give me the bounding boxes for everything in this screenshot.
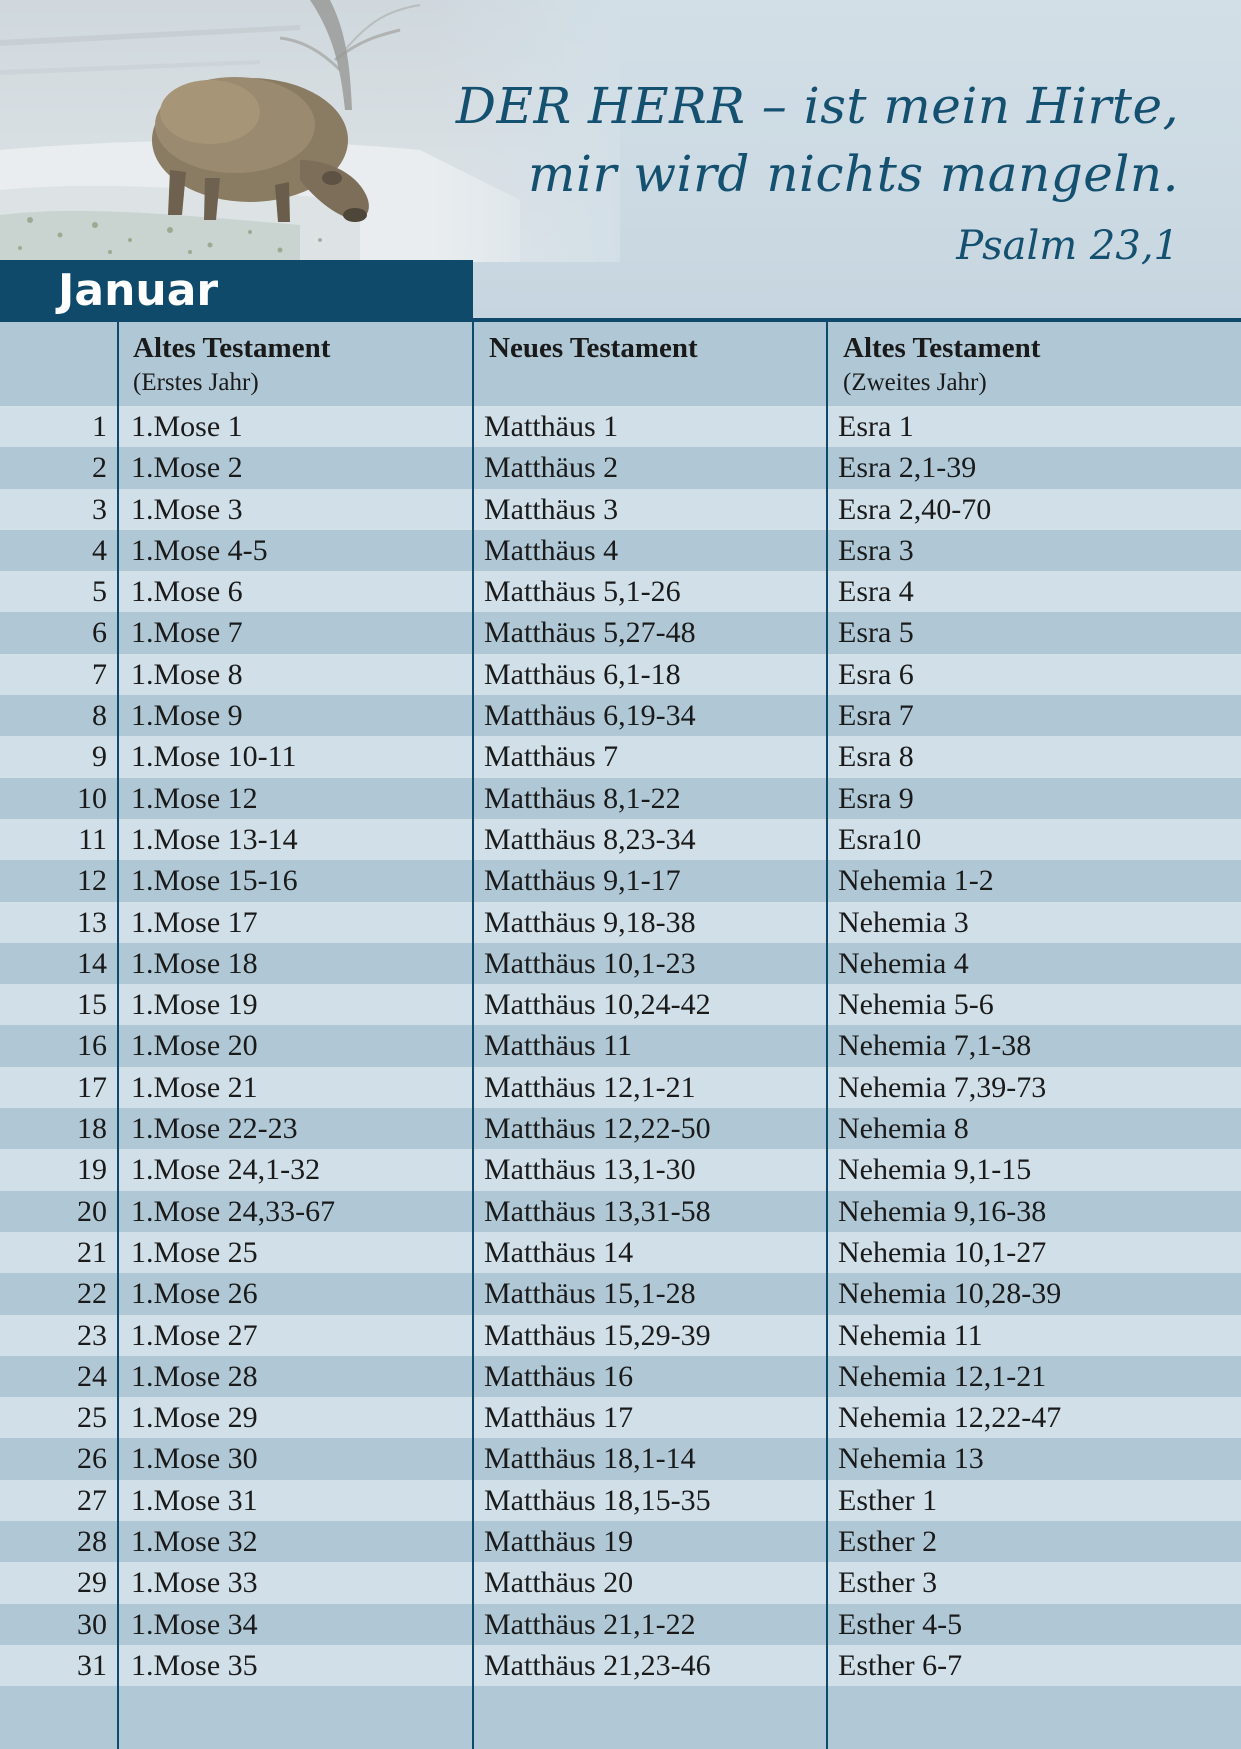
ot-first-year-cell: 1.Mose 28 (131, 1359, 258, 1393)
ot-second-year-cell: Nehemia 9,1-15 (838, 1153, 1032, 1187)
day-cell: 2 (92, 451, 107, 485)
ot-first-year-cell: 1.Mose 8 (131, 657, 243, 691)
ot-second-year-cell: Nehemia 8 (838, 1112, 969, 1146)
ot-second-year-cell: Esther 6-7 (838, 1648, 963, 1682)
column-divider (826, 322, 828, 1749)
table-header (0, 322, 1241, 406)
day-cell: 4 (92, 533, 107, 567)
ot-second-year-cell: Esra 8 (838, 740, 914, 774)
table-row (0, 1025, 1241, 1066)
ot-first-year-cell: 1.Mose 19 (131, 988, 258, 1022)
column-divider (472, 322, 474, 1749)
ot-second-year-cell: Esra 5 (838, 616, 914, 650)
day-cell: 24 (77, 1359, 107, 1393)
day-cell: 14 (77, 946, 107, 980)
ot-second-year-cell: Esra 7 (838, 699, 914, 733)
ot-second-year-cell: Esther 4-5 (838, 1607, 963, 1641)
day-cell: 9 (92, 740, 107, 774)
table-row (0, 1438, 1241, 1479)
ot-first-year-cell: 1.Mose 33 (131, 1566, 258, 1600)
ot-second-year-cell: Esra 4 (838, 575, 914, 609)
ot-second-year-cell: Esther 3 (838, 1566, 938, 1600)
table-row (0, 654, 1241, 695)
nt-cell: Matthäus 6,1-18 (484, 657, 681, 691)
ot-first-year-cell: 1.Mose 3 (131, 492, 243, 526)
ot-first-year-cell: 1.Mose 2 (131, 451, 243, 485)
day-cell: 17 (77, 1070, 107, 1104)
nt-cell: Matthäus 13,1-30 (484, 1153, 696, 1187)
day-cell: 7 (92, 657, 107, 691)
verse-line-2: mir wird nichts mangeln. (528, 145, 1179, 203)
ot-second-year-cell: Nehemia 7,1-38 (838, 1029, 1032, 1063)
nt-cell: Matthäus 18,15-35 (484, 1483, 711, 1517)
table-row (0, 1521, 1241, 1562)
table-row (0, 1562, 1241, 1603)
ot-first-year-cell: 1.Mose 35 (131, 1648, 258, 1682)
ot-first-year-cell: 1.Mose 9 (131, 699, 243, 733)
ot-second-year-cell: Esra 1 (838, 410, 914, 443)
table-row (0, 1067, 1241, 1108)
table-row (0, 984, 1241, 1025)
day-cell: 6 (92, 616, 107, 650)
ot-second-year-cell: Nehemia 12,22-47 (838, 1401, 1062, 1435)
ot-first-year-cell: 1.Mose 20 (131, 1029, 258, 1063)
table-row (0, 1397, 1241, 1438)
day-cell: 11 (78, 822, 107, 856)
ot-second-year-cell: Esra 2,1-39 (838, 451, 977, 485)
ot-second-year-cell: Nehemia 12,1-21 (838, 1359, 1047, 1393)
reading-plan-table (0, 322, 1241, 1749)
ot-first-year-cell: 1.Mose 26 (131, 1277, 258, 1311)
nt-cell: Matthäus 14 (484, 1235, 634, 1269)
table-row (0, 1273, 1241, 1314)
nt-cell: Matthäus 19 (484, 1525, 634, 1559)
ot-second-year-cell: Nehemia 5-6 (838, 988, 994, 1022)
day-cell: 20 (77, 1194, 107, 1228)
table-row (0, 1645, 1241, 1686)
ot-first-year-cell: 1.Mose 21 (131, 1070, 258, 1104)
day-cell: 21 (77, 1235, 107, 1269)
table-body (0, 406, 1241, 1686)
table-row (0, 902, 1241, 943)
ot-first-year-cell: 1.Mose 13-14 (131, 822, 298, 856)
day-cell: 12 (77, 864, 107, 898)
day-cell: 25 (77, 1401, 107, 1435)
day-cell: 18 (77, 1112, 107, 1146)
ot-second-year-cell: Nehemia 7,39-73 (838, 1070, 1047, 1104)
nt-cell: Matthäus 8,23-34 (484, 822, 696, 856)
ot-first-year-cell: 1.Mose 24,1-32 (131, 1153, 321, 1187)
nt-cell: Matthäus 3 (484, 492, 619, 526)
verse-reference: Psalm 23,1 (956, 223, 1179, 269)
ot-first-year-cell: 1.Mose 29 (131, 1401, 258, 1435)
ot-second-year-cell: Esra 3 (838, 533, 914, 567)
day-cell: 19 (77, 1153, 107, 1187)
ot-second-year-cell: Nehemia 1-2 (838, 864, 994, 898)
ot-second-year-cell: Esther 2 (838, 1525, 938, 1559)
nt-cell: Matthäus 5,27-48 (484, 616, 696, 650)
column-divider (117, 322, 119, 1749)
ot-first-year-cell: 1.Mose 32 (131, 1525, 258, 1559)
nt-cell: Matthäus 9,18-38 (484, 905, 696, 939)
day-cell: 31 (77, 1648, 107, 1682)
nt-cell: Matthäus 1 (484, 410, 619, 443)
table-row (0, 1108, 1241, 1149)
ot-first-year-cell: 1.Mose 4-5 (131, 533, 268, 567)
nt-cell: Matthäus 16 (484, 1359, 634, 1393)
table-row (0, 612, 1241, 653)
ot-first-year-cell: 1.Mose 10-11 (131, 740, 297, 774)
table-row (0, 860, 1241, 901)
table-row (0, 1480, 1241, 1521)
ot-first-year-cell: 1.Mose 7 (131, 616, 243, 650)
ot-first-year-cell: 1.Mose 17 (131, 905, 258, 939)
nt-cell: Matthäus 17 (484, 1401, 634, 1435)
nt-cell: Matthäus 7 (484, 740, 619, 774)
month-title: Januar (0, 260, 473, 322)
nt-cell: Matthäus 15,1-28 (484, 1277, 696, 1311)
ot-first-year-cell: 1.Mose 30 (131, 1442, 258, 1476)
table-row (0, 778, 1241, 819)
ot-first-year-cell: 1.Mose 22-23 (131, 1112, 298, 1146)
nt-cell: Matthäus 12,1-21 (484, 1070, 696, 1104)
nt-cell: Matthäus 21,23-46 (484, 1648, 711, 1682)
day-cell: 5 (92, 575, 107, 609)
day-cell: 13 (77, 905, 107, 939)
ot-first-year-cell: 1.Mose 25 (131, 1235, 258, 1269)
ot-second-year-cell: Nehemia 13 (838, 1442, 984, 1476)
day-cell: 30 (77, 1607, 107, 1641)
bible-verse (456, 72, 1179, 278)
ot-second-year-cell: Esra 9 (838, 781, 914, 815)
day-cell: 29 (77, 1566, 107, 1600)
nt-cell: Matthäus 20 (484, 1566, 634, 1600)
table-row (0, 530, 1241, 571)
table-row (0, 571, 1241, 612)
column-header-ot-second-year: Altes Testament (Zweites Jahr) (843, 332, 1041, 396)
ot-second-year-cell: Nehemia 11 (838, 1318, 983, 1352)
day-cell: 8 (92, 699, 107, 733)
ot-second-year-cell: Esra10 (838, 822, 922, 856)
nt-cell: Matthäus 11 (484, 1029, 633, 1063)
column-header-ot-first-year: Altes Testament (Erstes Jahr) (133, 332, 331, 396)
day-cell: 3 (92, 492, 107, 526)
nt-cell: Matthäus 9,1-17 (484, 864, 681, 898)
table-row (0, 943, 1241, 984)
ot-second-year-cell: Esther 1 (838, 1483, 938, 1517)
ot-first-year-cell: 1.Mose 6 (131, 575, 243, 609)
table-row (0, 736, 1241, 777)
day-cell: 1 (92, 410, 107, 443)
ot-first-year-cell: 1.Mose 12 (131, 781, 258, 815)
column-header-nt: Neues Testament (489, 332, 698, 364)
nt-cell: Matthäus 15,29-39 (484, 1318, 711, 1352)
ot-second-year-cell: Nehemia 3 (838, 905, 969, 939)
table-row (0, 1356, 1241, 1397)
ot-first-year-cell: 1.Mose 27 (131, 1318, 258, 1352)
table-row (0, 1232, 1241, 1273)
table-row (0, 819, 1241, 860)
ot-second-year-cell: Nehemia 9,16-38 (838, 1194, 1047, 1228)
table-row (0, 1604, 1241, 1645)
day-cell: 10 (77, 781, 107, 815)
nt-cell: Matthäus 6,19-34 (484, 699, 696, 733)
table-row (0, 1315, 1241, 1356)
table-row (0, 489, 1241, 530)
ot-first-year-cell: 1.Mose 15-16 (131, 864, 298, 898)
nt-cell: Matthäus 4 (484, 533, 619, 567)
ot-first-year-cell: 1.Mose 24,33-67 (131, 1194, 336, 1228)
nt-cell: Matthäus 8,1-22 (484, 781, 681, 815)
nt-cell: Matthäus 2 (484, 451, 619, 485)
nt-cell: Matthäus 10,1-23 (484, 946, 696, 980)
ot-first-year-cell: 1.Mose 18 (131, 946, 258, 980)
ot-second-year-cell: Nehemia 10,1-27 (838, 1235, 1047, 1269)
day-cell: 16 (77, 1029, 107, 1063)
ot-first-year-cell: 1.Mose 1 (131, 410, 243, 443)
ot-first-year-cell: 1.Mose 34 (131, 1607, 258, 1641)
day-cell: 22 (77, 1277, 107, 1311)
nt-cell: Matthäus 10,24-42 (484, 988, 711, 1022)
table-row (0, 695, 1241, 736)
day-cell: 27 (77, 1483, 107, 1517)
nt-cell: Matthäus 13,31-58 (484, 1194, 711, 1228)
day-cell: 26 (77, 1442, 107, 1476)
day-cell: 15 (77, 988, 107, 1022)
nt-cell: Matthäus 5,1-26 (484, 575, 681, 609)
nt-cell: Matthäus 12,22-50 (484, 1112, 711, 1146)
nt-cell: Matthäus 18,1-14 (484, 1442, 696, 1476)
ot-second-year-cell: Esra 6 (838, 657, 914, 691)
day-cell: 23 (77, 1318, 107, 1352)
verse-line-1: DER HERR – ist mein Hirte, (455, 77, 1179, 135)
ot-second-year-cell: Nehemia 4 (838, 946, 969, 980)
table-row (0, 406, 1241, 447)
table-row (0, 1191, 1241, 1232)
table-row (0, 447, 1241, 488)
page-header (0, 0, 1241, 322)
ot-first-year-cell: 1.Mose 31 (131, 1483, 258, 1517)
table-row (0, 1149, 1241, 1190)
ot-second-year-cell: Nehemia 10,28-39 (838, 1277, 1062, 1311)
day-cell: 28 (77, 1525, 107, 1559)
nt-cell: Matthäus 21,1-22 (484, 1607, 696, 1641)
ot-second-year-cell: Esra 2,40-70 (838, 492, 992, 526)
